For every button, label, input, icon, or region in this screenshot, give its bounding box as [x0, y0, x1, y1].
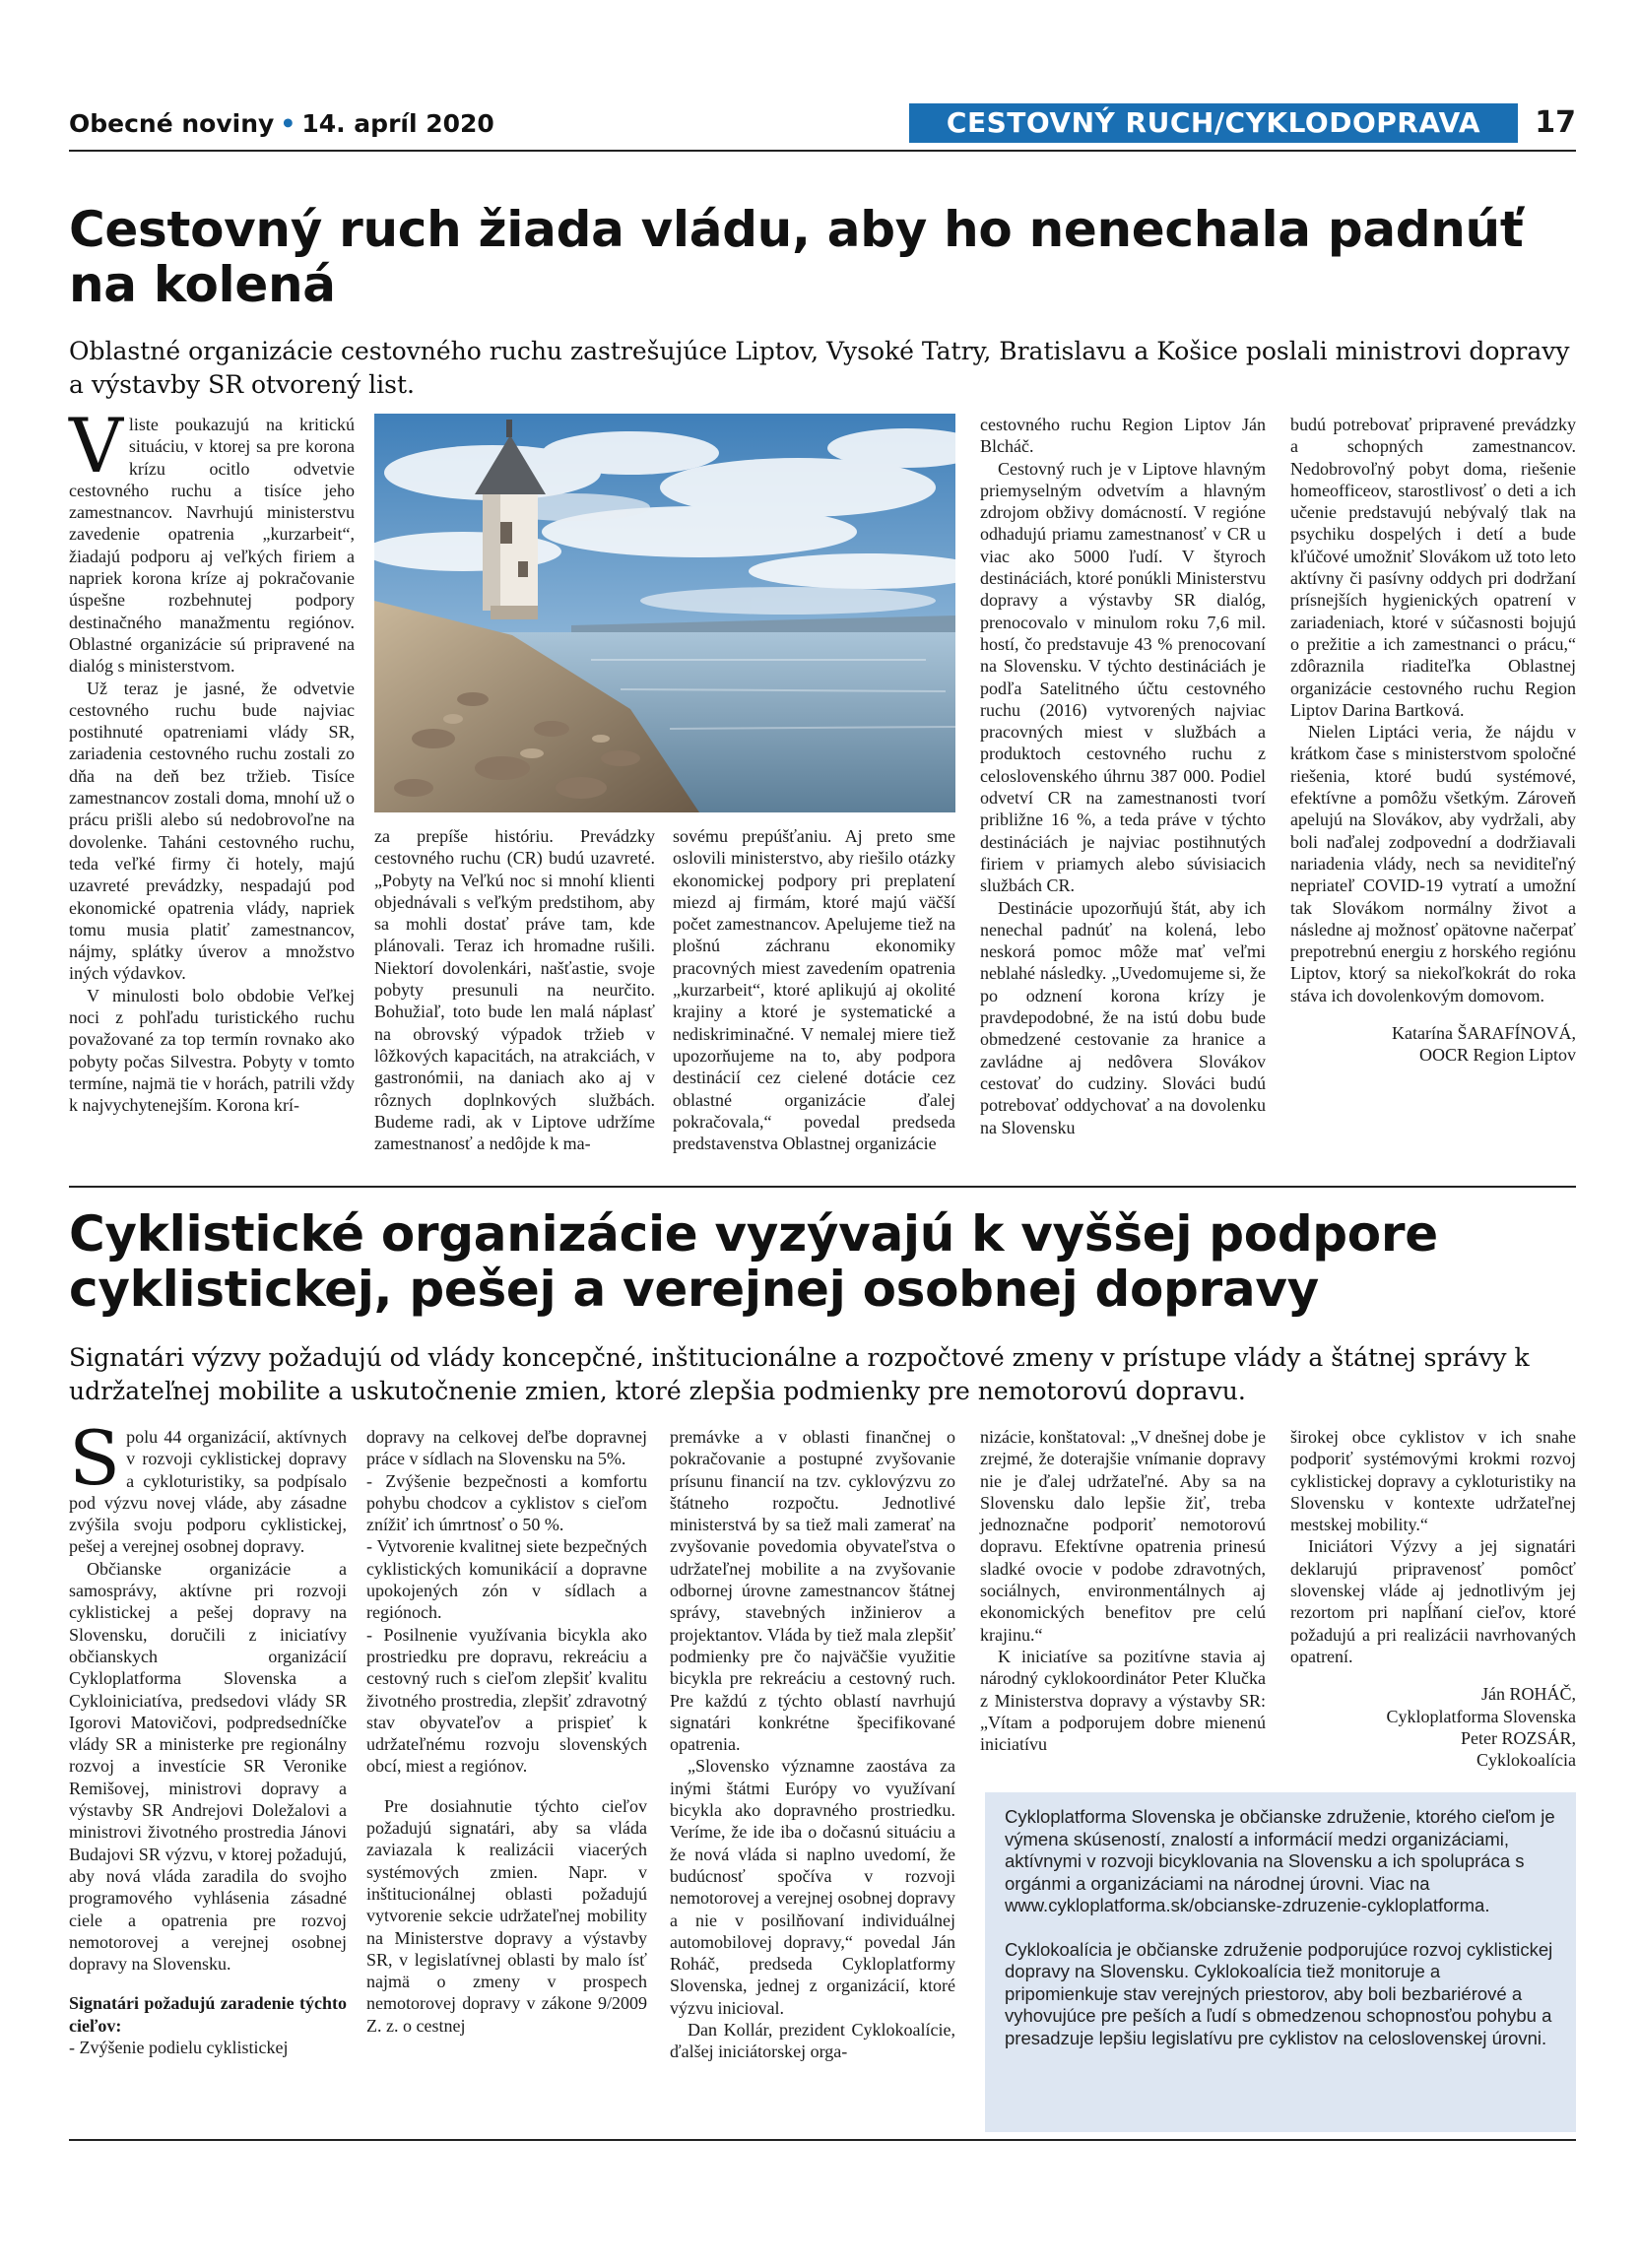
info-paragraph: Cykloplatforma Slovenska je občianske združenie, ktorého cieľom je výmena skúseností, znalostí a informácií medzi organizáciami, aktívnymi v rozvoji bicyklovania na Slovensku a ich spolupráca s orgánmi a organizáciami na národnej úrovni. Viac na www.cykloplatforma.sk/obcianske-zdruzenie-cykloplatforma.	[1005, 1806, 1555, 1915]
article2-column-1	[69, 1414, 347, 2058]
article1-headline: Cestovný ruch žiada vládu, aby ho nenechala padnúť na kolená	[69, 201, 1524, 313]
masthead	[69, 109, 494, 138]
bullet-item: - Posilnenie využívania bicykla ako prostriedku pre dopravu, rekreáciu a cestovný ruch s cieľom zlepšiť kvalitu životného prostredia, zlepšiť zdravotný stav obyvateľov a prispieť k udržateľnému rozvoju slovenských obcí, miest a regiónov.	[366, 1624, 647, 1777]
article1-column-4	[980, 414, 1266, 1138]
article1-paragraph: Cestovný ruch je v Liptove hlavným priemyselným odvetvím a hlavným zdrojom obživy domácností. V regióne odhadujú priamu zamestnanosť v CR u viac ako 5000 ľudí. V štyroch destináciách, ktoré ponúkli Ministerstvu dopravy a výstavby SR dialóg, prenocovalo v minulom roku 7,6 mil. hostí, čo predstavuje 43 % prenocovaní na Slovensku. V týchto destináciách je podľa Satelitného účtu cestovného ruchu (2016) vytvorených najviac pracovných miest v službách a produktoch cestovného ruchu z celoslovenského úhrnu 387 000. Podiel odvetví CR na zamestnanosti tvorí približne 16 %, a teda práve v týchto destináciách je najviac postihnutých firiem v priamych alebo súvisiacich službách CR.	[980, 458, 1266, 896]
article2-paragraph: premávke a v oblasti finančnej o pokračovanie a postupné zvyšovanie prísunu financií na tzv. cyklovýzvu zo štátneho rozpočtu. Jednotlivé ministerstvá by sa tiež mali zamerať na zvyšovanie povedomia obyvateľstva o udržateľnej mobilite a na zvyšovanie odbornej úrovne zamestnancov štátnej správy, stavebných inžinierov a projektantov. Vláda by tiež mala zlepšiť podmienky pre čo najväčšie využitie bicykla pre rekreáciu a cestovný ruch. Pre každú z týchto oblastí navrhujú signatári konkrétne špecifikované opatrenia.	[670, 1427, 955, 1755]
header-rule	[69, 150, 1576, 152]
author-signature: Ján ROHÁČ,	[1480, 1684, 1576, 1705]
author-organization: OOCR Region Liptov	[1418, 1045, 1576, 1066]
footer-rule	[69, 2139, 1576, 2141]
author-organization: Cykloplatforma Slovenska	[1386, 1706, 1576, 1726]
article1-paragraph: budú potrebovať pripravené prevádzky a schopných zamestnancov. Nedobrovoľný pobyt doma, riešenie homeofficeov, starostlivosť o deti a ich učenie predstavujú nebývalý tlak na psychiku dospelých i detí a bude kľúčové umožniť Slovákom už toto leto aktívny či pasívny oddych pri dodržaní prísnejších hygienických opatrení v zariadeniach, ktoré v súčasnosti bojujú o prežitie a ich zamestnanci o prácu,“ zdôraznila riaditeľka Oblastnej organizácie cestovného ruchu Region Liptov Darina Bartková.	[1290, 415, 1576, 720]
article2-column-4	[980, 1426, 1266, 1755]
article1-lead: Oblastné organizácie cestovného ruchu zastrešujúce Liptov, Vysoké Tatry, Bratislavu a Košice poslali ministrovi dopravy a výstavby SR otvorený list.	[69, 337, 1570, 399]
page-header	[69, 103, 1576, 147]
newspaper-name: Obecné noviny	[69, 109, 275, 138]
subheading: Signatári požadujú zaradenie týchto cieľov:	[69, 1993, 347, 2036]
article2-paragraph: Iniciátori Výzvy a jej signatári deklarujú pripravenosť pomôcť slovenskej vláde aj jednotlivým jej rezortom pri napĺňaní cieľov, ktoré požadujú a pri realizácii navrhovaných opatrení.	[1290, 1536, 1576, 1666]
article1-paragraph: za prepíše históriu. Prevádzky cestovného ruchu (CR) budú uzavreté. „Pobyty na Veľkú noc si mnohí klienti objednávali s veľkým predstihom, aby sa mohli dostať práve tam, kde plánovali. Teraz ich hromadne rušili. Niektorí dovolenkári, našťastie, svoje pobyty presunuli na neurčito. Bohužiaľ, toto bude len malá náplasť na obrovský výpadok tržieb v lôžkových kapacitách, na atrakciách, v gastronómii, na daniach ako aj v rôznych doplnkových službách. Budeme radi, ak v Liptove udržíme zamestnanosť a nedôjde k ma-	[374, 826, 655, 1154]
article2-paragraph: Dan Kollár, prezident Cyklokoalície, ďalšej iniciátorskej orga-	[670, 2020, 955, 2062]
article2-paragraph: Občianske organizácie a samosprávy, aktívne pri rozvoji cyklistickej a pešej dopravy na Slovensku, doručili z iniciatívy občianskych organizácií Cykloplatforma Slovenska a Cykloiniciatíva, predsedovi vlády SR Igorovi Matovičovi, podpredsedníčke vlády SR a ministerke pre regionálny rozvoj a investície SR Veronike Remišovej, ministrovi dopravy a výstavby SR Andrejovi Doležalovi a ministrovi životného prostredia Jánovi Budajovi SR výzvu, v ktorej požadujú, aby nová vláda zaradila do svojho programového vyhlásenia zásadné ciele a opatrenia pre rozvoj nemotorovej a verejnej osobnej dopravy na Slovensku.	[69, 1558, 347, 1975]
author-signature: Peter ROZSÁR,	[1461, 1727, 1576, 1748]
article2-headline: Cyklistické organizácie vyzývajú k vyššej podpore cyklistickej, pešej a verejnej osobnej dopravy	[69, 1205, 1438, 1318]
article1-column-2	[374, 825, 655, 1154]
article1-column-1	[69, 402, 355, 1117]
page-number: 17	[1535, 105, 1576, 140]
info-paragraph: Cyklokoalícia je občianske združenie podporujúce rozvoj cyklistickej dopravy na Slovensku. Cyklokoalícia tiež monitoruje a pripomienkuje stav verejných priestorov, aby boli bezbariérové a vyhovujúce pre peších a ľudí s obmedzenou schopnosťou pohybu a presadzuje lepšiu legislatívu pre cyklistov na celoslovenskej úrovni.	[1005, 1938, 1553, 2048]
dropcap: S	[69, 1414, 121, 1502]
section-label: CESTOVNÝ RUCH/CYKLODOPRAVA	[909, 103, 1518, 143]
article2-paragraph: Pre dosiahnutie týchto cieľov požadujú signatári, aby sa vláda zaviazala k realizácii viacerých systémových zmien. Napr. v inštitucionálnej oblasti požadujú vytvorenie sekcie udržateľnej mobility na Ministerstve dopravy a výstavby SR, v legislatívnej oblasti by malo ísť najmä o zmeny v prospech nemotorovej dopravy v zákone 9/2009 Z. z. o cestnej	[366, 1795, 647, 2036]
article1-column-5	[1290, 414, 1576, 1067]
article2-paragraph: Spolu 44 organizácií, aktívnych v rozvoji cyklistickej dopravy a cykloturistiky, sa podpísalo pod výzvu novej vláde, aby zásadne zvýšila svoju podporu cyklistickej, pešej a verejnej osobnej dopravy.	[69, 1414, 347, 1557]
article1-paragraph: Destinácie upozorňujú štát, aby ich nenechal padnúť na kolená, lebo neskorá pomoc môže mať veľmi neblahé následky. „Uvedomujeme si, že po odznení korona krízy je pravdepodobné, že na istú dobu bude obmedzené cestovanie za hranice a zavládne aj nedôvera Slovákov cestovať do cudziny. Slováci budú potrebovať oddychovať a na dovolenku na Slovensku	[980, 897, 1266, 1137]
article2-column-5	[1290, 1426, 1576, 1771]
author-signature: Katarína ŠARAFÍNOVÁ,	[1392, 1023, 1576, 1044]
bullet-item: - Zvýšenie podielu cyklistickej	[69, 2038, 289, 2058]
info-box	[985, 1792, 1576, 2132]
article2-paragraph: širokej obce cyklistov v ich snahe podporiť systémovými krokmi rozvoj cyklistickej dopravy a cykloturistiky na Slovensku v kontexte udržateľnej mestskej mobility.“	[1290, 1427, 1576, 1535]
article1-paragraph: Už teraz je jasné, že odvetvie cestovného ruchu bude najviac postihnuté opatreniami vlády SR, zariadenia cestovného ruchu zostali zo dňa na deň bez tržieb. Tisíce zamestnancov zostali doma, mnohí už o prácu prišli alebo sú nedobrovoľne na dovolenke. Taháni cestovného ruchu, teda veľké firmy či hotely, majú uzavreté prevádzky, nespadajú pod ekonomické opatrenia vlády, napriek tomu musia platiť zamestnancov, nájmy, splátky úverov a množstvo iných výdavkov.	[69, 678, 355, 984]
article1-paragraph: cestovného ruchu Region Liptov Ján Blcháč.	[980, 415, 1266, 457]
dropcap: V	[69, 402, 123, 489]
article2-paragraph: „Slovensko významne zaostáva za inými štátmi Európy vo využívaní bicykla ako dopravného prostriedku. Veríme, že ide iba o dočasnú situáciu a že nová vláda si naplno uvedomí, že budúcnosť spočíva v rozvoji nemotorovej a verejnej osobnej dopravy a nie v posilňovaní individuálnej automobilovej dopravy,“ povedal Ján Roháč, predseda Cykloplatformy Slovenska, jednej z organizácií, ktoré výzvu inicioval.	[670, 1756, 955, 2018]
article-divider	[69, 1186, 1576, 1188]
article2-paragraph: K iniciatíve sa pozitívne stavia aj národný cyklokoordinátor Peter Klučka z Ministerstva dopravy a výstavby SR: „Vítam a podporujem dobre mienenú iniciatívu	[980, 1646, 1266, 1755]
bullet-item: - Vytvorenie kvalitnej siete bezpečných cyklistických komunikácií a dopravne upokojených zón v sídlach a regiónoch.	[366, 1536, 647, 1623]
lake-chapel-photo	[374, 414, 955, 812]
article2-paragraph: nizácie, konštatoval: „V dnešnej dobe je zrejmé, že doterajšie vnímanie dopravy nie je ďalej udržateľné. Aby sa na Slovensku dalo lepšie žiť, treba jednoznačne podporiť nemotorovú dopravu. Efektívne opatrenia prinesú sladké ovocie v podobe zdravotných, sociálnych, environmentálnych aj ekonomických benefitov pre celú krajinu.“	[980, 1427, 1266, 1645]
separator-dot: •	[280, 109, 296, 138]
article1-paragraph: V minulosti bolo obdobie Veľkej noci z pohľadu turistického ruchu považované za top termín rovnako ako pobyty počas Silvestra. Pobyty v tomto termíne, najmä tie v horách, patrili vždy k najvychytenejším. Korona krí-	[69, 985, 355, 1116]
article2-column-2	[366, 1426, 647, 2037]
bullet-item: - Zvýšenie bezpečnosti a komfortu pohybu chodcov a cyklistov s cieľom znížiť ich úmrtnosť o 50 %.	[366, 1470, 647, 1535]
issue-date: 14. apríl 2020	[301, 109, 494, 138]
article2-lead: Signatári výzvy požadujú od vlády koncepčné, inštitucionálne a rozpočtové zmeny v prístupe vlády a štátnej správy k udržateľnej mobilite a uskutočnenie zmien, ktoré zlepšia podmienky pre nemotorovú dopravu.	[69, 1343, 1530, 1405]
bullet-item: dopravy na celkovej deľbe dopravnej práce v sídlach na Slovensku na 5%.	[366, 1427, 647, 1469]
article1-paragraph: Vliste poukazujú na kritickú situáciu, v ktorej sa pre korona krízu ocitlo odvetvie cestovného ruchu a tisíce jeho zamestnancov. Navrhujú ministerstvu zavedenie opatrenia „kurzarbeit“, žiadajú podporu aj veľkých firiem a napriek korona kríze aj pokračovanie úspešne rozbehnutej podpory destinačného manažmentu regiónov. Oblastné organizácie sú pripravené na dialóg s ministerstvom.	[69, 402, 355, 677]
article1-column-3	[673, 825, 955, 1154]
article1-paragraph: Nielen Liptáci veria, že nájdu v krátkom čase s ministerstvom spoločné riešenia, ktoré budú systémové, efektívne a pomôžu všetkým. Zároveň apelujú na Slovákov, aby vydržali, aby boli naďalej zodpovední a dodržiavali nariadenia vlády, nech sa neviditeľný nepriateľ COVID-19 vytratí a umožní tak Slovákom normálny život a následne aj možnosť opätovne načerpať prepotrebnú energiu z horského regiónu Liptov, ktorý sa niekoľkokrát do roka stáva ich dovolenkovým domovom.	[1290, 722, 1576, 1005]
author-organization: Cyklokoalícia	[1476, 1750, 1576, 1771]
article2-column-3	[670, 1426, 955, 2063]
article1-paragraph: sovému prepúšťaniu. Aj preto sme oslovili ministerstvo, aby riešilo otázky ekonomickej podpory pri preplatení miezd aj firmám, ktoré majú väčší počet zamestnancov. Apelujeme tiež na plošnú záchranu ekonomiky pracovných miest zavedením opatrenia „kurzarbeit“, ktoré aplikujú aj okolité krajiny a ktoré je systematické a nediskriminačné. V nemalej miere tiež upozorňujeme na to, aby podpora destinácií cez cielené dotácie cez oblastné organizácie ďalej pokračovala,“ povedal predseda predstavenstva Oblastnej organizácie	[673, 826, 955, 1154]
